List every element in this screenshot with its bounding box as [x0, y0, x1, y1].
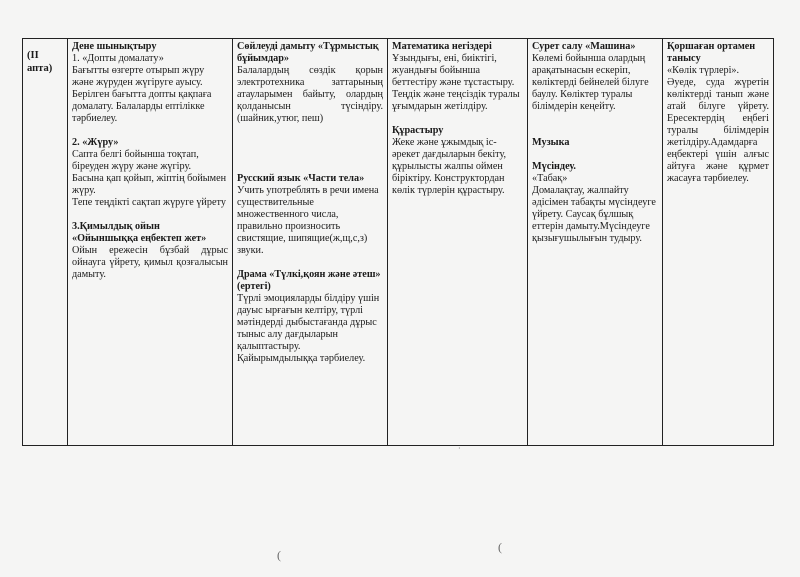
- block-line: Учить употреблять в речи имена существительные множественного числа, правильно произносить свистящие, шипящие(ж,щ,с,з) звуки.: [237, 185, 379, 256]
- block-line: Тепе теңдікті сақтап жүруге үйрету: [72, 197, 226, 208]
- block-title: Сурет салу «Машина»: [532, 41, 636, 52]
- block-line: Көлемі бойынша олардың арақатынасын ескеріп, көліктерді бейнелей білуге баулу. Көліктер туралы білімдерін кеңейту.: [532, 53, 649, 112]
- block-title: Драма «Түлкі,қоян және әтеш» (ертегі): [237, 269, 381, 292]
- block-line: Басына қап қойып, жіптің бойымен жүру.: [72, 173, 227, 196]
- column-speech-development: [233, 39, 388, 445]
- block-title: Қоршаған ортамен таныcу: [667, 41, 756, 64]
- scan-mark: (: [277, 548, 281, 562]
- block-title: Музыка: [532, 137, 570, 148]
- column-mathematics: [388, 39, 528, 445]
- scan-mark: (: [498, 540, 502, 554]
- block-line: Ойын ережесін бұзбай дұрыс ойнауга үйрету, қимыл қозғалысын дамыту.: [72, 245, 228, 280]
- block-line: Балалардың сөздік қорын электротехника заттарының атауларымен байыту, олардың қолданысын түсіндіру. (шайник,утюг, пеш): [237, 65, 383, 124]
- block-line: 2. «Жүру»: [72, 137, 119, 148]
- week-label: (II апта): [27, 50, 53, 74]
- block-line: Бағытты өзгерте отырып жүру және жүруден жүгіруге ауысу. Берілген бағытта допты қақпаға домалату. Балаларды ептілікке тәрбиелеу.: [72, 65, 212, 124]
- block-title: Сөйлеуді дамыту «Тұрмыстық бұйымдар»: [237, 41, 379, 64]
- block-line: Түрлі эмоцияларды білдіру үшін дауыс ырғағын келтіру, түрлі мәтіндерді дыбыстағанда дұрыс тыныс алу дағдыларын қалыптастыру.: [237, 293, 380, 352]
- block-line: Қайырымдылыққа тәрбиелеу.: [237, 353, 366, 364]
- column-environment: [663, 39, 773, 445]
- week-cell: [23, 39, 68, 445]
- block-title: 3.Қимылдық ойын «Ойыншыққа еңбектеп жет»: [72, 221, 207, 244]
- block-title: Құрастыру: [392, 125, 444, 136]
- block-title: Математика негіздері: [392, 41, 492, 52]
- block-title: Русский язык «Части тела»: [237, 173, 365, 184]
- block-line: Ұзындығы, ені, биіктігі, жуандығы бойынша беттестіру және тұстастыру. Теңдік және теңсіздік туралы ұғымдарын жетілдіру.: [392, 53, 520, 112]
- column-art: [528, 39, 663, 445]
- scan-speck: ·: [458, 444, 461, 453]
- block-line: «Көлік түрлері».: [667, 65, 740, 76]
- block-line: «Табақ»: [532, 173, 568, 184]
- block-title: Дене шынықтыру: [72, 41, 157, 52]
- block-line: 1. «Допты домалату»: [72, 53, 164, 64]
- block-line: Домалақтау, жалпайту әдісімен табақты мүсіндеуге үйрету. Саусақ бұлшық еттерін дамыту.Мүсіндеуге қызығушылығын тудыру.: [532, 185, 656, 244]
- block-line: Әуеде, суда жүретін көліктерді танып және атай білуге үйрету. Ересектердің еңбегі туралы білімдерін жетілдіру.Адамдарға еңбектері үшін алғыс айтуға және құрмет жасауға тәрбиелеу.: [667, 77, 769, 184]
- column-physical-education: [68, 39, 233, 445]
- block-line: Жеке және ұжымдық іс-әрекет дағдыларын бекіту, құрылысты жалпы оймен біріктіру. Конструктордан көлік түрлерін құрастыру.: [392, 137, 507, 196]
- block-line: Сапта белгі бойынша тоқтап, біреуден жүру және жүгіру.: [72, 149, 199, 172]
- block-title: Мүсіндеу.: [532, 161, 576, 172]
- lesson-plan-table: [22, 38, 774, 446]
